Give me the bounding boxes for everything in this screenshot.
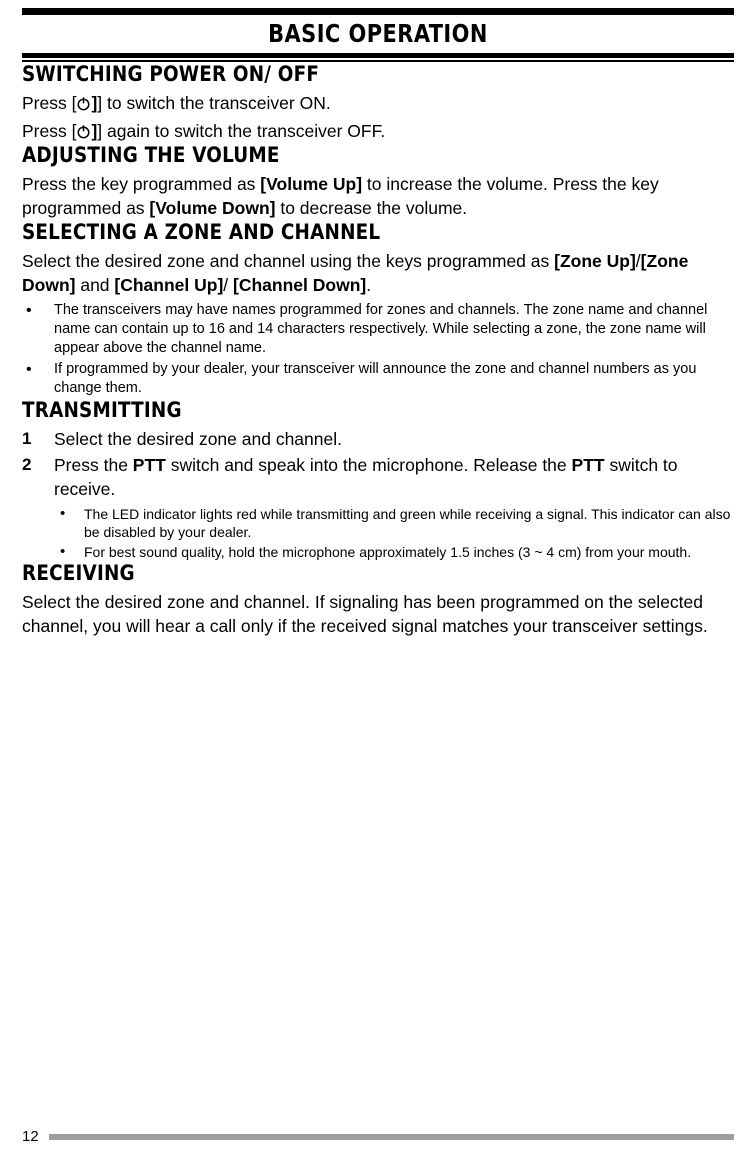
zone-text-1: Select the desired zone and channel using the keys programmed as	[22, 251, 555, 271]
page-footer	[22, 1129, 734, 1145]
list-item-text: For best sound quality, hold the microphone approximately 1.5 inches (3 ~ 4 cm) from your mouth.	[84, 544, 692, 560]
power-icon	[76, 96, 91, 111]
section-heading-power: SWITCHING POWER ON/ OFF	[22, 62, 320, 87]
footer-bar	[49, 1134, 734, 1140]
list-item-text: The LED indicator lights red while transmitting and green while receiving a signal. This indicator can also be disabled by your dealer.	[84, 506, 731, 540]
section-heading-zone-channel: SELECTING A ZONE AND CHANNEL	[22, 220, 381, 245]
receiving-paragraph: Select the desired zone and channel. If signaling has been programmed on the selected channel, you will hear a call only if the received signal matches your transceiver settings.	[22, 592, 708, 636]
section-heading-transmitting: TRANSMITTING	[22, 398, 182, 423]
transmitting-bullet-list	[22, 505, 734, 561]
zone-paragraph	[22, 249, 734, 297]
list-item-text: If programmed by your dealer, your transceiver will announce the zone and channel numbers as you change them.	[54, 361, 697, 396]
bullet-icon: •	[60, 543, 66, 560]
header-rule-top	[22, 8, 734, 15]
zone-text-5: .	[366, 275, 372, 295]
power-line-1-text-b: ] to switch the transceiver ON.	[97, 93, 331, 113]
section-heading-receiving: RECEIVING	[22, 561, 135, 586]
channel-down-key-label: [Channel Down]	[233, 275, 367, 295]
list-item	[22, 301, 734, 358]
zone-text-2: /	[635, 251, 641, 271]
zone-bullet-list	[22, 301, 734, 398]
list-item	[22, 505, 734, 541]
step-number: 1	[22, 429, 32, 448]
zone-text-4: /	[223, 275, 234, 295]
list-item	[22, 543, 734, 561]
volume-up-key-label: [Volume Up]	[260, 174, 363, 194]
transmitting-steps	[22, 427, 734, 501]
bullet-icon: •	[26, 302, 32, 319]
step-text-3: switch to receive.	[54, 455, 678, 499]
bullet-icon: •	[26, 361, 32, 378]
volume-text-3: to decrease the volume.	[275, 198, 468, 218]
volume-paragraph	[22, 172, 734, 220]
ptt-label-1: PTT	[132, 455, 166, 475]
step-text-1: Press the	[54, 455, 133, 475]
channel-up-key-label: [Channel Up]	[114, 275, 224, 295]
step-text-2: switch and speak into the microphone. Release the	[165, 455, 572, 475]
manual-page	[0, 8, 756, 1161]
power-icon	[76, 124, 91, 139]
power-line-1	[22, 91, 734, 115]
list-item	[22, 453, 734, 501]
ptt-label-2: PTT	[571, 455, 605, 475]
list-item	[22, 427, 734, 451]
step-number: 2	[22, 455, 32, 474]
volume-text-2: to increase the volume. Press the key programmed as	[22, 174, 659, 218]
zone-up-key-label: [Zone Up]	[554, 251, 636, 271]
bullet-icon: •	[60, 505, 66, 522]
power-line-2-text-a: Press [	[22, 121, 77, 141]
list-item-text: The transceivers may have names programmed for zones and channels. The zone name and channel name can contain up to 16 and 14 characters respectively. While selecting a zone, the zone name will appear above the channel name.	[54, 302, 708, 356]
power-line-2-text-b: ] again to switch the transceiver OFF.	[97, 121, 386, 141]
header-rule-bottom	[22, 53, 734, 58]
step-text-1: Select the desired zone and channel.	[54, 429, 342, 449]
section-heading-volume: ADJUSTING THE VOLUME	[22, 143, 280, 168]
zone-down-key-label: [Zone Down]	[22, 251, 689, 295]
power-line-1-text-a: Press [	[22, 93, 77, 113]
zone-text-3: and	[75, 275, 115, 295]
power-key-bracket-2: ]	[76, 121, 97, 141]
page-number: 12	[22, 1128, 39, 1145]
power-key-bracket-1: ]	[76, 93, 97, 113]
volume-text-1: Press the key programmed as	[22, 174, 261, 194]
volume-down-key-label: [Volume Down]	[149, 198, 276, 218]
power-line-2	[22, 119, 734, 143]
list-item	[22, 360, 734, 398]
page-header-title: BASIC OPERATION	[268, 19, 488, 48]
